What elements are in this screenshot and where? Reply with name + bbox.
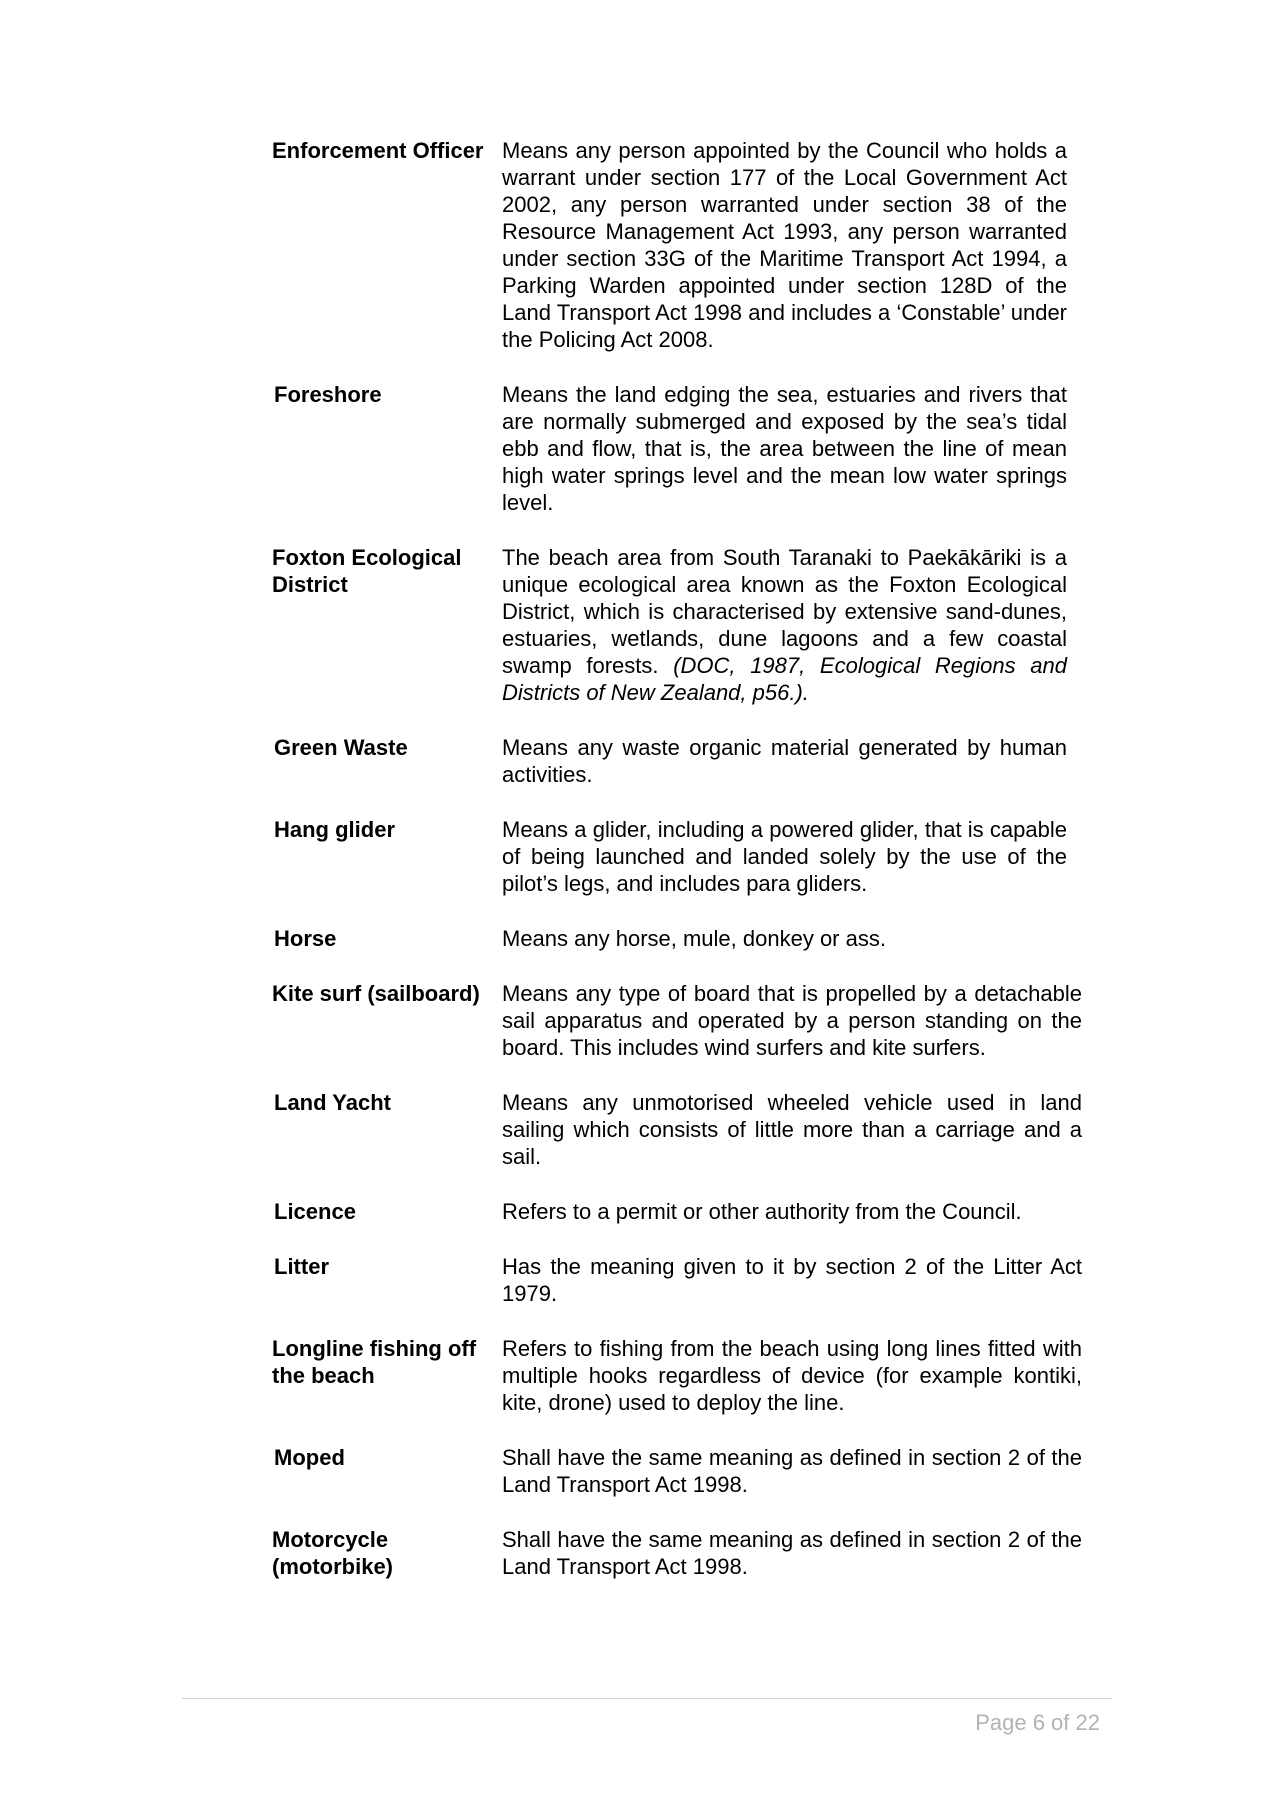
page-number: Page 6 of 22 bbox=[975, 1710, 1100, 1735]
definition-meaning bbox=[502, 543, 1067, 706]
footer-divider bbox=[182, 1698, 1112, 1699]
definition-row bbox=[272, 979, 1082, 1061]
definition-row bbox=[272, 1334, 1082, 1416]
definition-row bbox=[272, 733, 1082, 788]
definition-meaning: Refers to fishing from the beach using long lines fitted with multiple hooks regardless of device (for example kontiki, kite, drone) used to deploy the line. bbox=[502, 1336, 1082, 1415]
definition-row bbox=[272, 1525, 1082, 1580]
definition-term: Foxton Ecological District bbox=[272, 545, 462, 597]
definition-meaning: Means the land edging the sea, estuaries and rivers that are normally submerged and exposed by the sea’s tidal ebb and flow, that is, the area between the line of mean high water springs level and the mean low water springs level. bbox=[502, 382, 1067, 515]
definition-citation: (DOC, 1987, Ecological Regions and Districts of New Zealand, p56.). bbox=[502, 653, 1067, 705]
definition-meaning: Has the meaning given to it by section 2 of the Litter Act 1979. bbox=[502, 1254, 1082, 1306]
definition-term: Foreshore bbox=[274, 382, 382, 407]
definition-term: Land Yacht bbox=[274, 1090, 391, 1115]
definition-row bbox=[272, 1197, 1082, 1225]
definition-term: Kite surf (sailboard) bbox=[272, 981, 480, 1006]
definition-term: Litter bbox=[274, 1254, 329, 1279]
definition-row bbox=[272, 1088, 1082, 1170]
definition-meaning: Means any person appointed by the Council who holds a warrant under section 177 of the Local Government Act 2002, any person warranted under section 38 of the Resource Management Act 1993, any person warranted under section 33G of the Maritime Transport Act 1994, a Parking Warden appointed under section 128D of the Land Transport Act 1998 and includes a ‘Constable’ under the Policing Act 2008. bbox=[502, 138, 1067, 352]
definitions-list bbox=[272, 136, 1082, 1607]
definition-meaning: Shall have the same meaning as defined in section 2 of the Land Transport Act 1998. bbox=[502, 1445, 1082, 1497]
definition-row bbox=[272, 543, 1082, 706]
definition-meaning: Means any horse, mule, donkey or ass. bbox=[502, 926, 886, 951]
definition-term: Moped bbox=[274, 1445, 345, 1470]
definition-meaning: Means any waste organic material generated by human activities. bbox=[502, 735, 1067, 787]
definition-meaning: Means any type of board that is propelled by a detachable sail apparatus and operated by a person standing on the board. This includes wind surfers and kite surfers. bbox=[502, 981, 1082, 1060]
definition-row bbox=[272, 136, 1082, 353]
definition-row bbox=[272, 380, 1082, 516]
definition-term: Motorcycle (motorbike) bbox=[272, 1527, 393, 1579]
definition-meaning: Means any unmotorised wheeled vehicle used in land sailing which consists of little more than a carriage and a sail. bbox=[502, 1090, 1082, 1169]
definition-term: Licence bbox=[274, 1199, 356, 1224]
definition-row bbox=[272, 924, 1082, 952]
definition-meaning: Refers to a permit or other authority from the Council. bbox=[502, 1199, 1022, 1224]
definition-row bbox=[272, 1252, 1082, 1307]
definition-row bbox=[272, 815, 1082, 897]
definition-meaning: Means a glider, including a powered glider, that is capable of being launched and landed solely by the use of the pilot’s legs, and includes para gliders. bbox=[502, 817, 1067, 896]
definition-term: Longline fishing off the beach bbox=[272, 1336, 477, 1388]
definition-term: Hang glider bbox=[274, 817, 396, 842]
definition-term: Green Waste bbox=[274, 735, 408, 760]
definition-row bbox=[272, 1443, 1082, 1498]
definition-term: Horse bbox=[274, 926, 337, 951]
definition-meaning: Shall have the same meaning as defined in section 2 of the Land Transport Act 1998. bbox=[502, 1527, 1082, 1579]
definition-term: Enforcement Officer bbox=[272, 138, 484, 163]
definition-meaning-text: The beach area from South Taranaki to Paekākāriki is a unique ecological area known as the Foxton Ecological District, which is characterised by extensive sand-dunes, estuaries, wetlands, dune lagoons and a few coastal swamp forests. bbox=[502, 545, 1067, 678]
